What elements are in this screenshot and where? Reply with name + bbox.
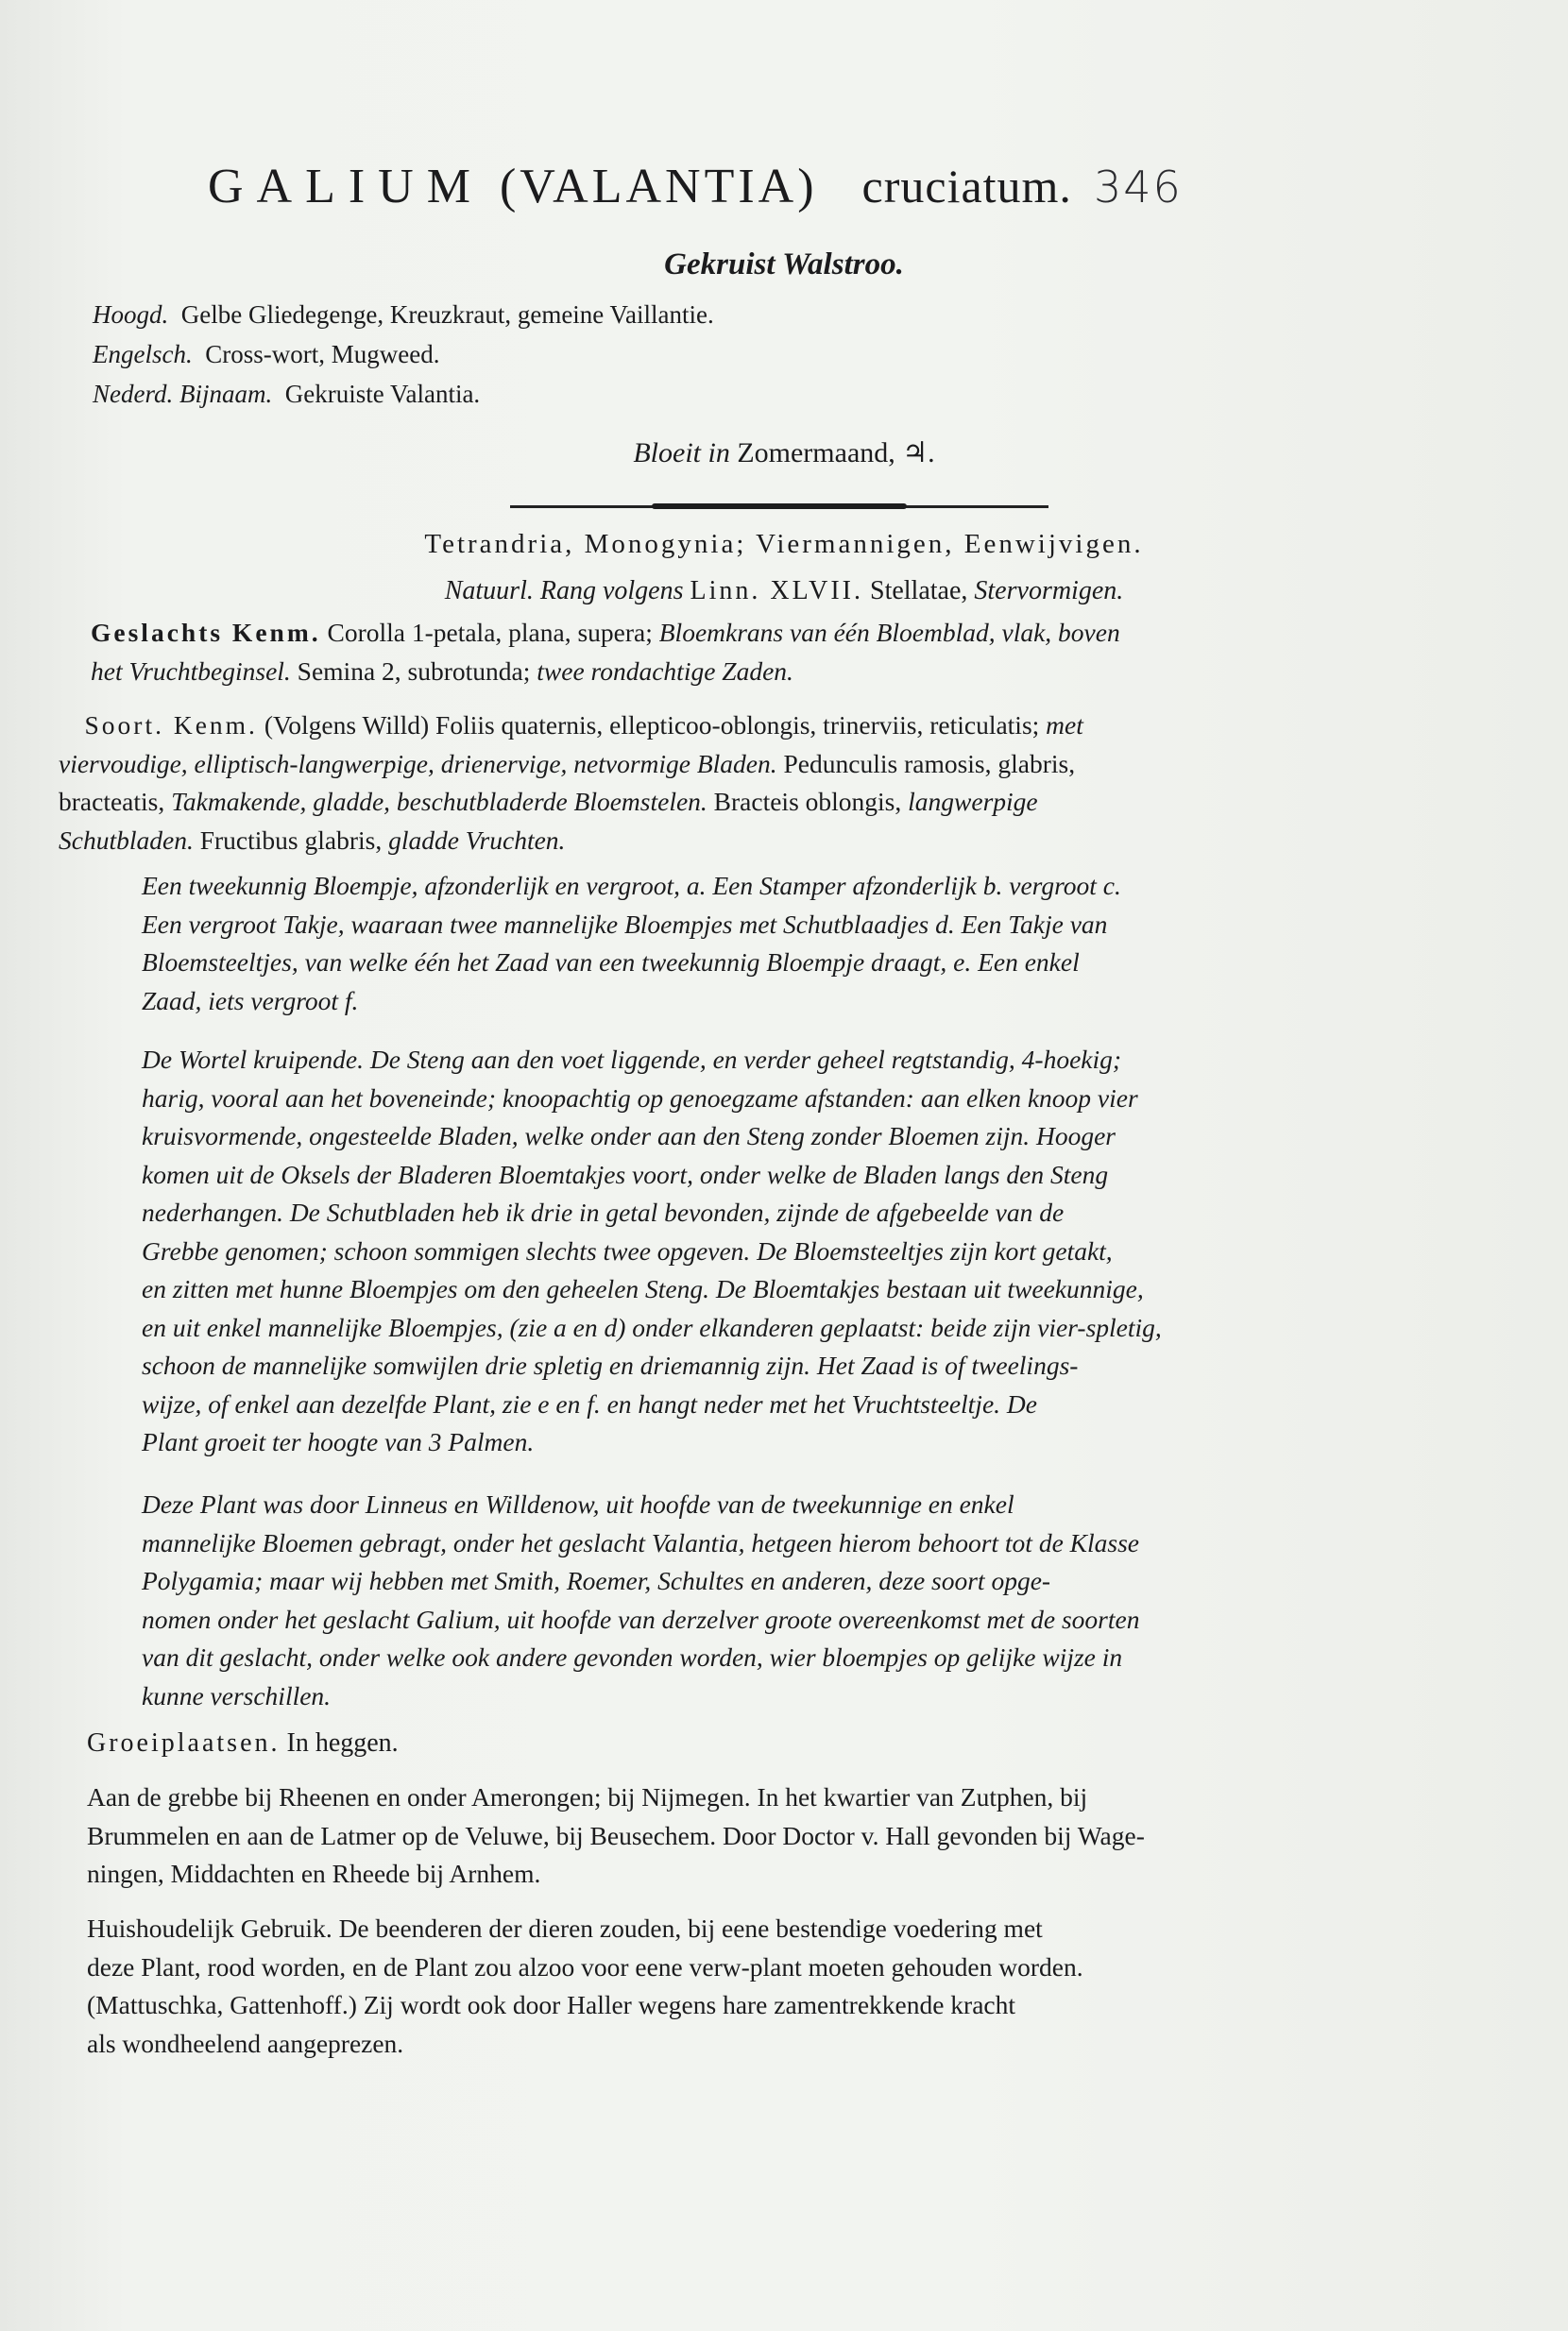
taxonomy-line: van dit geslacht, onder welke ook andere gevonden worden, wier bloempjes op gelijke wijze in <box>142 1642 1123 1672</box>
household-use <box>87 1910 1462 2063</box>
figure-line: Een tweekunnig Bloempje, afzonderlijk en vergroot, a. Een Stamper afzonderlijk b. vergroot c. <box>142 871 1121 900</box>
synonym-text: Gelbe Gliedegenge, Kreuzkraut, gemeine Vaillantie. <box>180 300 714 329</box>
synonym-lang: Hoogd. <box>93 300 169 329</box>
synonym-text: Gekruiste Valantia. <box>284 380 481 408</box>
species-char-latin-4: Fructibus glabris, <box>199 825 383 855</box>
locality-line: ningen, Middachten en Rheede bij Arnhem. <box>87 1859 541 1888</box>
species-char-latin-1: (Volgens Willd) Foliis quaternis, ellepticoo-oblongis, trinerviis, reticulatis; <box>264 710 1040 740</box>
locality-line: Aan de grebbe bij Rheenen en onder Amerongen; bij Nijmegen. In het kwartier van Zutphen, bij <box>87 1782 1088 1812</box>
description-line: kruisvormende, ongesteelde Bladen, welke onder aan den Steng zonder Bloemen zijn. Hooger <box>142 1121 1116 1150</box>
taxonomy-line: kunne verschillen. <box>142 1680 332 1710</box>
genus-name: GALIUM <box>208 160 484 213</box>
species-char-latin-3: bracteatis, <box>59 787 165 816</box>
description-line: komen uit de Oksels der Bladeren Bloemtakjes voort, onder welke de Bladen langs den Steng <box>142 1159 1109 1189</box>
taxonomy-line: nomen onder het geslacht Galium, uit hoofde van derzelver groote overeenkomst met de soorten <box>142 1604 1140 1634</box>
species-char-dutch-1: met <box>1046 710 1083 740</box>
locality-line: Brummelen en aan de Latmer op de Veluwe, bij Beusechem. Door Doctor v. Hall gevonden bij Wage- <box>87 1820 1145 1850</box>
plant-description <box>142 1041 1462 1462</box>
species-char-latin-3b: Bracteis oblongis, <box>713 787 902 816</box>
description-line: harig, vooral aan het boveneinde; knoopachtig op genoegzame afstanden: aan elken knoop vier <box>142 1082 1138 1113</box>
description-line: De Wortel kruipende. De Steng aan den voet liggende, en verder geheel regtstandig, 4-hoekig; <box>142 1045 1122 1074</box>
figure-line: Bloemsteeltjes, van welke één het Zaad van een tweekunnig Bloempje draagt, e. Een enkel <box>142 947 1080 977</box>
flowering-period <box>0 436 1568 469</box>
handwritten-page-number: 346 <box>1093 162 1183 213</box>
description-line: wijze, of enkel aan dezelfde Plant, zie e en f. en hangt neder met het Vruchtsteeltje. De <box>142 1388 1037 1419</box>
natural-rank <box>0 576 1568 606</box>
taxonomy-line: Deze Plant was door Linneus en Willdenow, uit hoofde van de tweekunnige en enkel <box>142 1489 1014 1519</box>
species-title <box>208 159 1464 214</box>
genus-char-head: Geslachts Kenm. <box>91 618 321 647</box>
description-line: en zitten met hunne Bloempjes om den geheelen Steng. De Bloemtakjes bestaan uit tweekunnige, <box>142 1274 1144 1303</box>
species-char-latin-2: Pedunculis ramosis, glabris, <box>783 748 1076 778</box>
section-divider <box>510 505 1048 508</box>
synonym-lang: Engelsch. <box>93 340 193 368</box>
linnaean-classification: Tetrandria, Monogynia; Viermannigen, Eenwijvigen. <box>424 529 1144 559</box>
description-line: nederhangen. De Schutbladen heb ik drie in getal bevonden, zijnde de afgebeelde van de <box>142 1198 1065 1227</box>
synonym-english <box>93 340 439 369</box>
taxonomy-line: Polygamia; maar wij hebben met Smith, Roemer, Schultes en anderen, deze soort opge- <box>142 1566 1051 1595</box>
household-line: als wondheelend aangeprezen. <box>87 2028 404 2058</box>
description-line: Plant groeit ter hoogte van 3 Palmen. <box>142 1427 535 1456</box>
natural-rank-text: Stellatae, <box>870 576 968 605</box>
genus-characters <box>91 614 1462 690</box>
dutch-common-name: Gekruist Walstroo. <box>664 247 904 281</box>
genus-char-dutch: Bloemkrans van één Bloemblad, vlak, boven <box>658 618 1120 647</box>
species-epithet: cruciatum. <box>861 160 1072 213</box>
synonym-dutch <box>93 380 480 409</box>
species-char-dutch-4b: gladde Vruchten. <box>388 825 566 855</box>
synonym-text: Cross-wort, Mugweed. <box>205 340 440 368</box>
localities <box>87 1778 1462 1894</box>
bloom-label: Bloeit in <box>633 437 730 468</box>
natural-rank-linn: Linn. XLVII. <box>690 576 863 605</box>
taxonomy-line: mannelijke Bloemen gebragt, onder het geslacht Valantia, hetgeen hierom behoort tot de Klasse <box>142 1527 1139 1557</box>
species-char-dutch-4: Schutbladen. <box>59 825 194 855</box>
figure-line: Zaad, iets vergroot f. <box>142 985 359 1015</box>
synonym-german <box>93 300 714 330</box>
natural-rank-label: Natuurl. Rang volgens <box>444 576 684 605</box>
species-char-dutch-3b: langwerpige <box>908 787 1038 816</box>
habitat-label: Groeiplaatsen. <box>87 1728 281 1758</box>
household-line: deze Plant, rood worden, en de Plant zou alzoo voor eene verw-plant moeten gehouden worden. <box>87 1951 1083 1982</box>
genus-char-latin-2: Semina 2, subrotunda; <box>297 655 531 686</box>
taxonomy-note <box>142 1486 1462 1715</box>
household-line: Huishoudelijk Gebruik. De beenderen der dieren zouden, bij eene bestendige voedering met <box>87 1914 1043 1943</box>
species-char-dutch-3: Takmakende, gladde, beschutbladerde Bloemstelen. <box>171 787 707 816</box>
species-char-dutch-2: viervoudige, elliptisch-langwerpige, drienervige, netvormige Bladen. <box>59 748 777 778</box>
species-characters <box>59 706 1462 859</box>
bloom-text: Zomermaand, ♃. <box>737 437 935 468</box>
synonym-lang: Nederd. Bijnaam. <box>93 380 273 408</box>
genus-char-dutch-3: twee rondachtige Zaden. <box>537 655 793 686</box>
habitat <box>87 1728 399 1759</box>
synonym-genus: (VALANTIA) <box>499 160 818 213</box>
genus-char-dutch-2: het Vruchtbeginsel. <box>91 655 291 686</box>
description-line: schoon de mannelijke somwijlen drie spletig en driemannig zijn. Het Zaad is of tweelings- <box>142 1351 1079 1380</box>
description-line: en uit enkel mannelijke Bloempjes, (zie a en d) onder elkanderen geplaatst: beide zijn vier-spletig, <box>142 1312 1162 1342</box>
species-char-head: Soort. Kenm. <box>84 710 258 740</box>
figure-explanation <box>142 867 1462 1020</box>
natural-rank-italic: Stervormigen. <box>974 576 1124 605</box>
household-line: (Mattuschka, Gattenhoff.) Zij wordt ook door Haller wegens hare zamentrekkende kracht <box>87 1990 1016 2019</box>
habitat-text: In heggen. <box>286 1728 399 1758</box>
genus-char-latin: Corolla 1-petala, plana, supera; <box>327 618 653 647</box>
figure-line: Een vergroot Takje, waaraan twee mannelijke Bloempjes met Schutblaadjes d. Een Takje van <box>142 909 1108 939</box>
description-line: Grebbe genomen; schoon sommigen slechts twee opgeven. De Bloemsteeltjes zijn kort getakt, <box>142 1235 1113 1266</box>
